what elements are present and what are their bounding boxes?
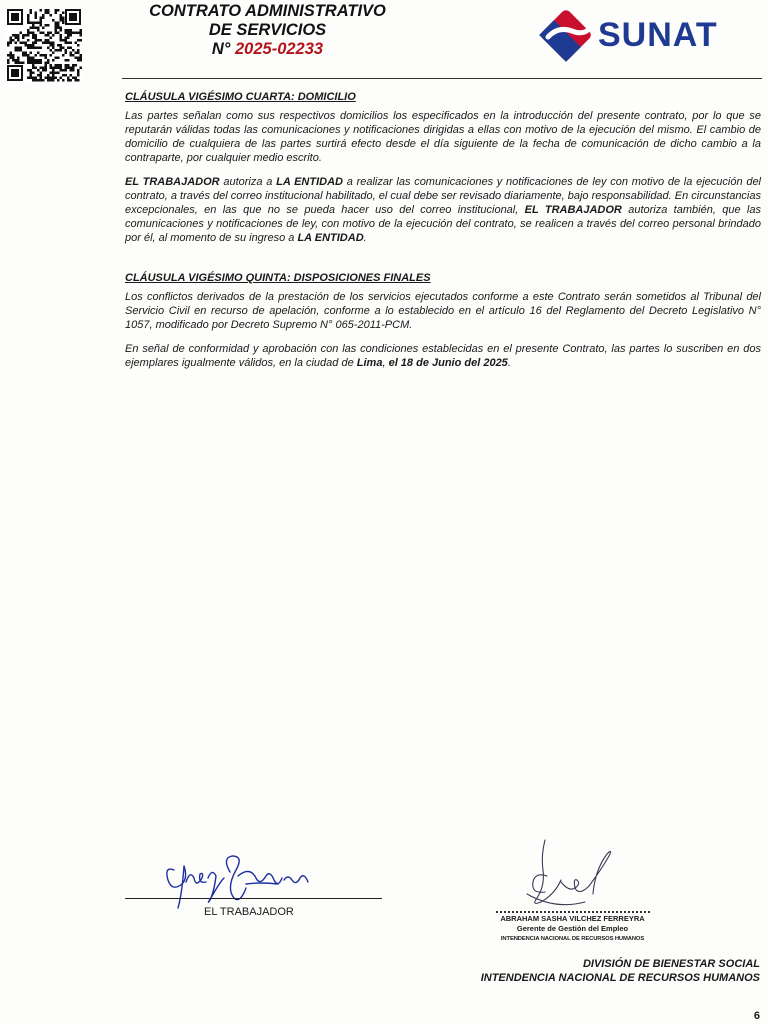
paragraph-text: autoriza también, que las comunicaciones y notificaciones de ley, con motivo de la ejecución del contrato, se realicen a través del correo personal brindado por él, al momento de su ingreso a: [125, 204, 761, 244]
sunat-logo-text: SUNAT: [598, 16, 718, 54]
official-role: Gerente de Gestión del Empleo: [516, 924, 629, 933]
clause-title: CLÁUSULA VIGÉSIMO CUARTA: DOMICILIO: [125, 91, 356, 103]
official-signature: [515, 836, 625, 918]
official-unit: INTENDENCIA NACIONAL DE RECURSOS HUMANOS: [500, 936, 645, 942]
paragraph-text: a realizar las comunicaciones y notificaciones de ley con motivo de la ejecución del contrato, a través del correo institucional habilitado, el cual debe ser revisado diariamente, bajo responsabilidad. En circunstancias excepcionales, en las que no se pueda hacer uso del correo institucional,: [125, 176, 762, 216]
bold-term: LA ENTIDAD: [276, 176, 343, 188]
header-divider: [122, 78, 762, 79]
paragraph-text: .: [507, 357, 511, 369]
clause-paragraph: [125, 290, 761, 332]
contract-title-line2: DE SERVICIOS: [208, 21, 327, 39]
qr-code: [6, 8, 82, 82]
contract-number-row: [130, 40, 405, 59]
section-gap: [125, 255, 761, 271]
official-name: ABRAHAM SASHA VILCHEZ FERREYRA: [500, 914, 645, 923]
bold-term: Lima: [356, 357, 383, 369]
official-signature-line: [496, 911, 650, 913]
clause-section: [125, 90, 761, 245]
intendencia-name: INTENDENCIA NACIONAL DE RECURSOS HUMANOS: [480, 972, 760, 984]
paragraph-text: Las partes señalan como sus respectivos domicilios los especificados en la introducción del presente contrato, por lo que se reputarán válidas todas las comunicaciones y notificaciones dirigidas a ellas con motivo de la ejecución del mismo. El cambio de domicilio de cualquiera de las partes surtirá efecto desde el día siguiente de la fecha de comunicación de dicho cambio a la contraparte, por cualquier medio escrito.: [125, 110, 761, 164]
contract-body: [125, 90, 761, 380]
bold-term: el 18 de Junio del 2025: [388, 357, 508, 369]
clause-paragraph: [125, 342, 761, 370]
division-footer: [481, 957, 760, 985]
paragraph-text: Los conflictos derivados de la prestación de los servicios ejecutados conforme a este Contrato serán sometidos al Tribunal del Servicio Civil en recurso de apelación, conforme a lo establecido en el artículo 16 del Reglamento del Decreto Legislativo N° 1057, modificado por Decreto Supremo N° 065-2011-PCM.: [125, 291, 761, 331]
clause-section: [125, 271, 761, 370]
clause-title: CLÁUSULA VIGÉSIMO QUINTA: DISPOSICIONES FINALES: [125, 272, 431, 284]
paragraph-text: ,: [382, 357, 389, 369]
official-signature-block: [490, 914, 655, 944]
contract-number: 2025-02233: [235, 40, 324, 58]
worker-signature-line: [125, 898, 382, 899]
sunat-logo: [538, 6, 758, 64]
bold-term: EL TRABAJADOR: [125, 176, 220, 188]
paragraph-text: En señal de conformidad y aprobación con las condiciones establecidas en el presente Contrato, las partes lo suscriben en dos ejemplares igualmente válidos, en la ciudad de: [125, 343, 761, 369]
clause-paragraph: [125, 109, 761, 165]
page-number: 6: [753, 1010, 760, 1022]
division-name: DIVISIÓN DE BIENESTAR SOCIAL: [582, 958, 760, 970]
bold-term: EL TRABAJADOR: [524, 204, 622, 216]
clause-paragraph: [125, 175, 761, 245]
worker-signature-label: EL TRABAJADOR: [204, 906, 294, 918]
contract-title-line1: CONTRATO ADMINISTRATIVO: [149, 2, 386, 20]
contract-number-prefix: N°: [211, 40, 235, 58]
paragraph-text: autoriza a: [219, 176, 277, 188]
bold-term: LA ENTIDAD: [297, 232, 364, 244]
paragraph-text: .: [363, 232, 367, 244]
contract-title: [130, 2, 405, 59]
